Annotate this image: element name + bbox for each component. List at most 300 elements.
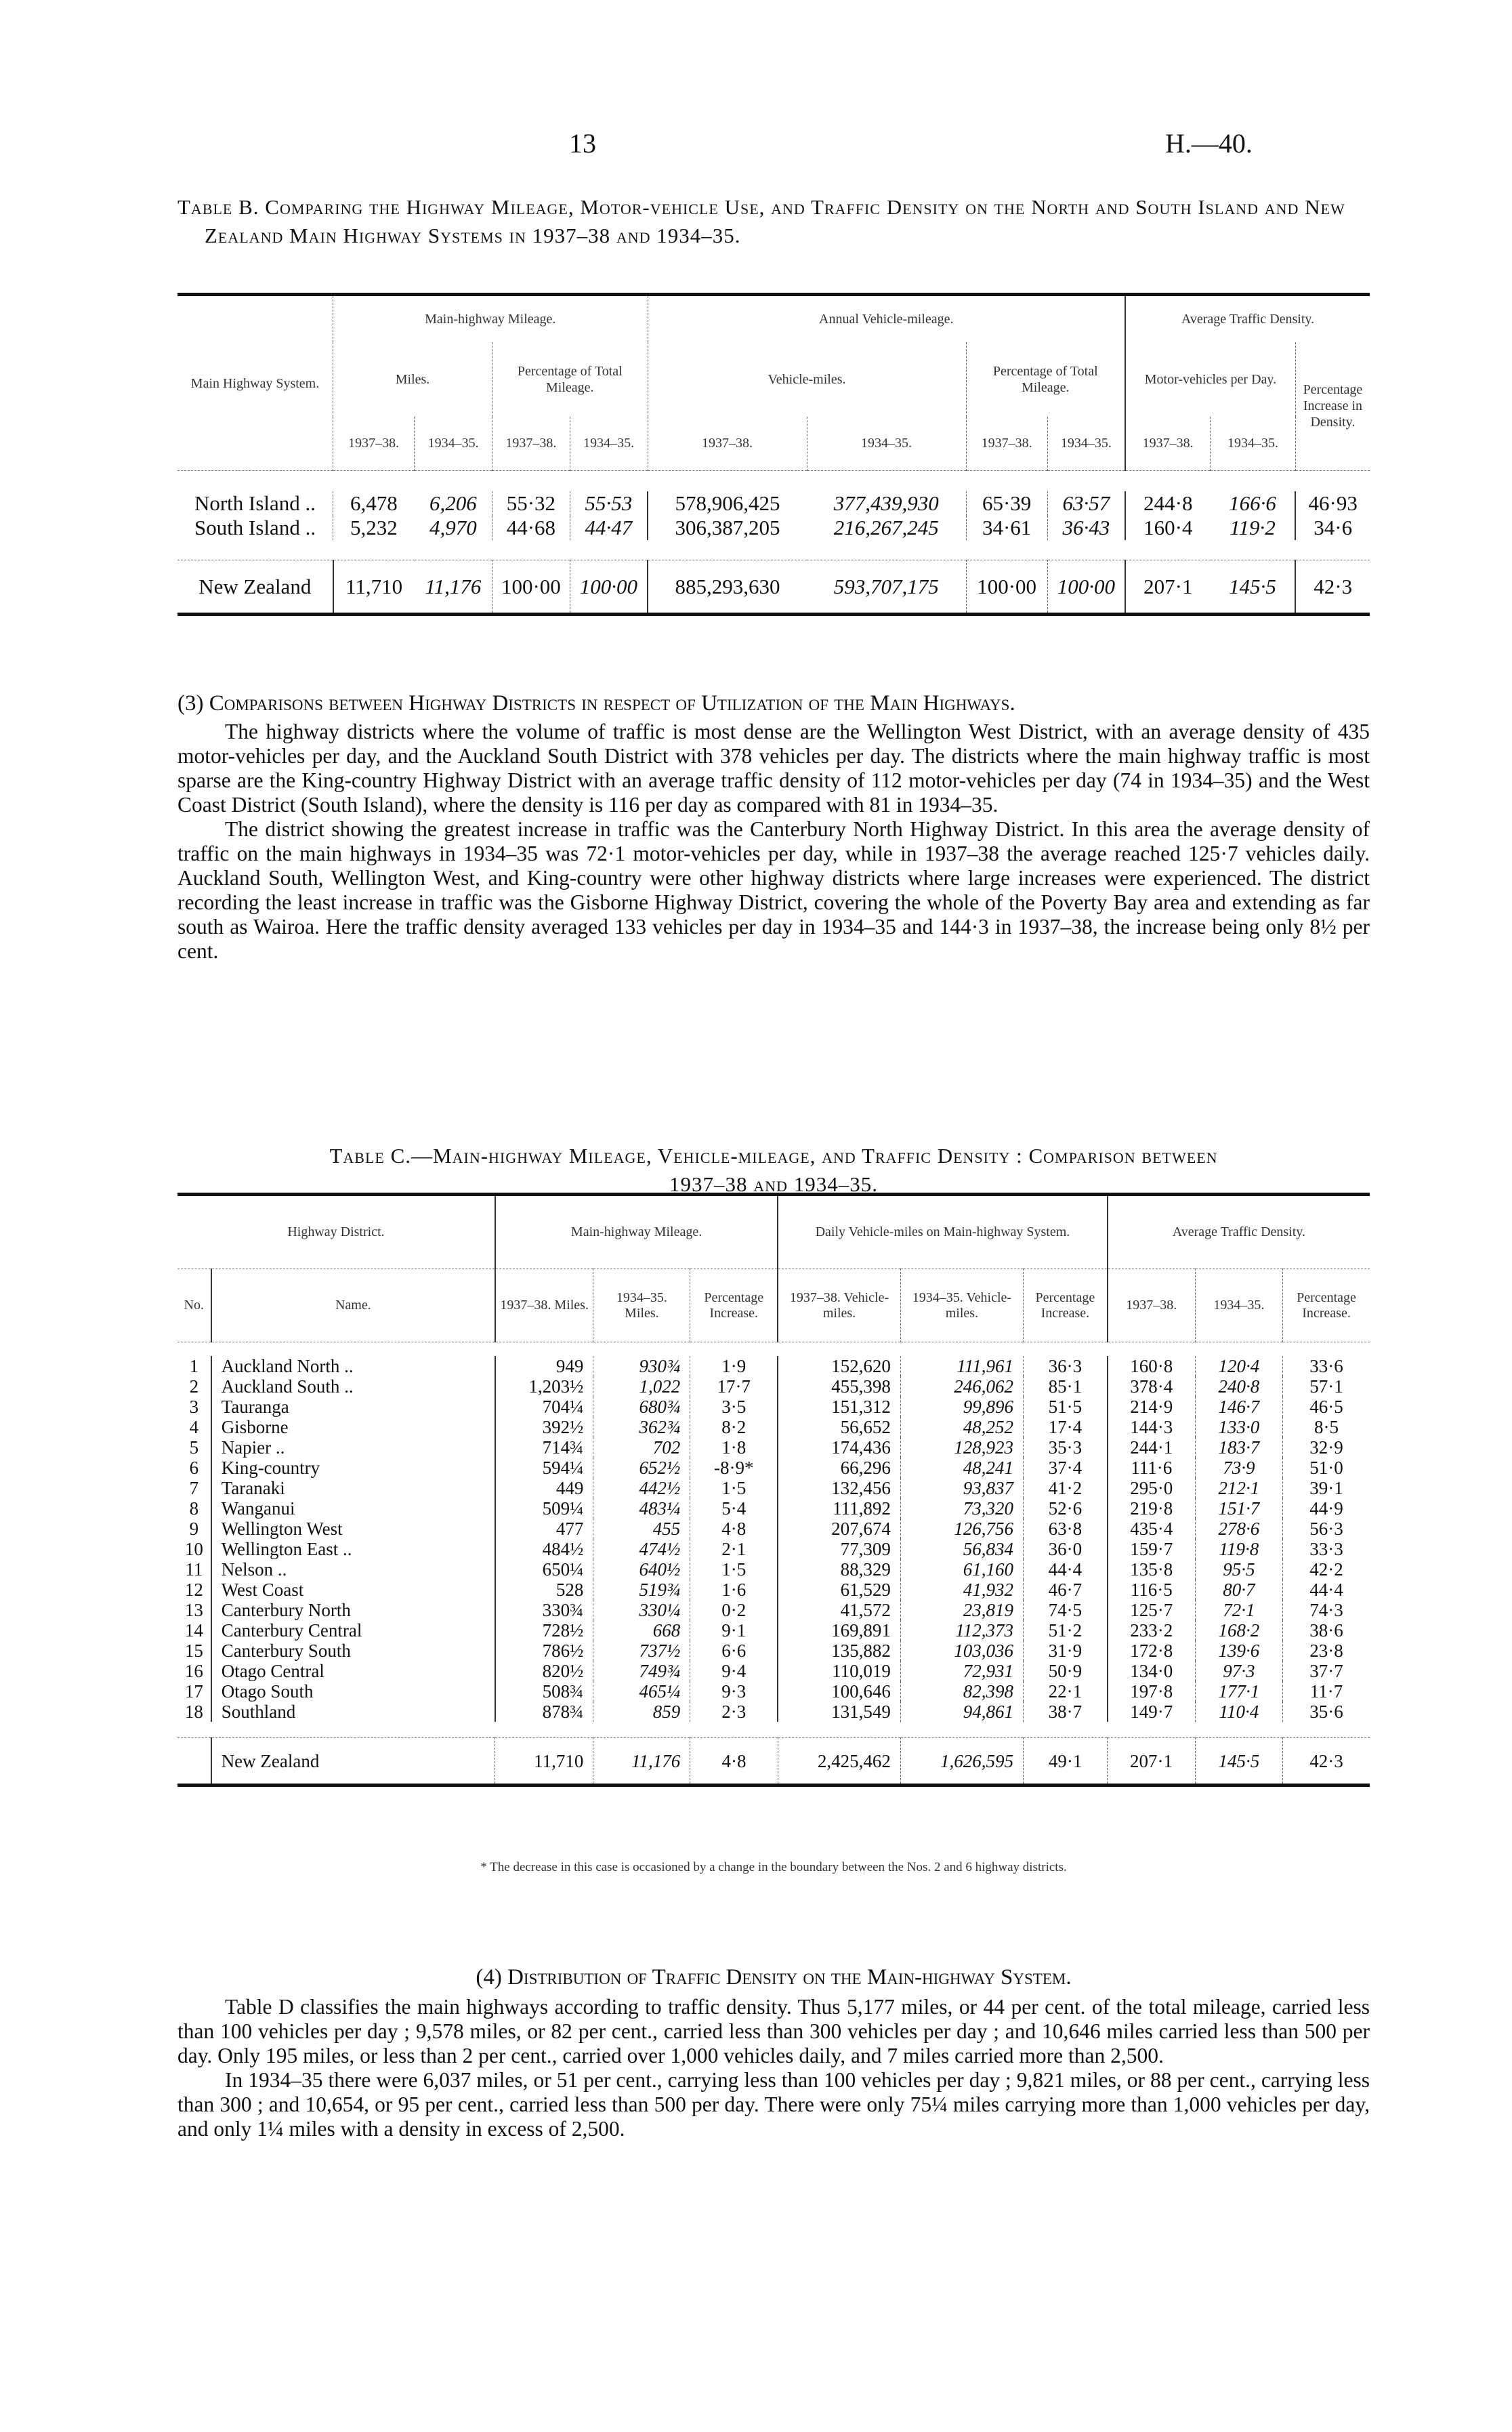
cell: 219·8 <box>1108 1498 1195 1519</box>
cell: 132,456 <box>778 1478 900 1498</box>
cell: 197·8 <box>1108 1681 1195 1702</box>
col-no: No. <box>184 1298 205 1313</box>
cell: 134·0 <box>1108 1661 1195 1681</box>
cell: 74·3 <box>1283 1600 1370 1620</box>
cell: 668 <box>593 1620 690 1641</box>
cell: 878¾ <box>495 1702 593 1722</box>
cell: 949 <box>495 1356 593 1376</box>
cell: 1·6 <box>690 1580 778 1600</box>
col-pct-increase: Percentage Increase in Density. <box>1295 342 1370 471</box>
cell: 885,293,630 <box>648 560 807 615</box>
caption-line: Table C.—Main-highway Mileage, Vehicle-mileage, and Traffic Density : Comparison between <box>329 1144 1218 1168</box>
col-mv-per-day: Motor-vehicles per Day. <box>1125 342 1295 417</box>
cell: 44·47 <box>570 516 648 540</box>
cell: 97·3 <box>1195 1661 1282 1681</box>
table-c <box>177 1193 1370 1787</box>
group-daily: Daily Vehicle-miles on Main-highway System. <box>778 1195 1108 1269</box>
district-name: Otago South <box>211 1681 495 1702</box>
district-number: 15 <box>184 1640 203 1661</box>
cell: 820½ <box>495 1661 593 1681</box>
group-annual: Annual Vehicle-mileage. <box>648 295 1125 342</box>
cell: 1·8 <box>690 1437 778 1458</box>
district-name: Tauranga <box>211 1397 495 1417</box>
cell: 160·4 <box>1125 516 1211 540</box>
cell: 640½ <box>593 1559 690 1580</box>
cell: 56,652 <box>778 1417 900 1437</box>
cell: 41,932 <box>900 1580 1023 1600</box>
cell: 36·3 <box>1024 1356 1108 1376</box>
table-row <box>177 1458 1370 1478</box>
cell: 177·1 <box>1195 1681 1282 1702</box>
district-number: 9 <box>189 1518 199 1539</box>
district-name: Napier .. <box>211 1437 495 1458</box>
cell: 49·1 <box>1024 1738 1108 1786</box>
cell: 52·6 <box>1024 1498 1108 1519</box>
cell: 46·93 <box>1295 491 1370 516</box>
cell: 23·8 <box>1283 1641 1370 1661</box>
cell: 100,646 <box>778 1681 900 1702</box>
cell: 111,961 <box>900 1356 1023 1376</box>
cell: 131,549 <box>778 1702 900 1722</box>
cell: 216,267,245 <box>833 515 939 539</box>
cell: 330¾ <box>495 1600 593 1620</box>
cell: 125·7 <box>1108 1600 1195 1620</box>
cell: 728½ <box>495 1620 593 1641</box>
cell: 306,387,205 <box>648 516 807 540</box>
cell: 119·2 <box>1230 515 1276 539</box>
group-mileage: Main-highway Mileage. <box>495 1195 778 1269</box>
cell: 1·9 <box>690 1356 778 1376</box>
cell: 34·6 <box>1295 516 1370 540</box>
table-row <box>177 1356 1370 1376</box>
table-b-caption: Table B. Comparing the Highway Mileage, Motor-vehicle Use, and Traffic Density on the North and South Island and New Zealand Main Highway Systems in 1937–38 and 1934–35. <box>177 195 1345 247</box>
cell: 37·7 <box>1283 1661 1370 1681</box>
table-row <box>177 1620 1370 1641</box>
year-1937: 1937–38. <box>966 417 1047 471</box>
cell: 39·1 <box>1283 1478 1370 1498</box>
year-1934: 1934–35. <box>415 417 492 471</box>
cell: 578,906,425 <box>648 491 807 516</box>
cell: 151·7 <box>1195 1498 1282 1519</box>
cell: 37·4 <box>1024 1458 1108 1478</box>
cell: 41·2 <box>1024 1478 1108 1498</box>
year-1934: 1934–35. <box>807 417 966 471</box>
cell: 9·1 <box>690 1620 778 1641</box>
table-row <box>177 1661 1370 1681</box>
col-name: Name. <box>211 1269 495 1342</box>
cell: 278·6 <box>1195 1519 1282 1539</box>
district-name: King-country <box>211 1458 495 1478</box>
cell: 330¼ <box>593 1600 690 1620</box>
cell: 85·1 <box>1024 1376 1108 1397</box>
cell: 152,620 <box>778 1356 900 1376</box>
cell: 183·7 <box>1195 1437 1282 1458</box>
cell: 749¾ <box>593 1661 690 1681</box>
cell: 362¾ <box>593 1417 690 1437</box>
section-3-body <box>177 720 1370 964</box>
cell: 103,036 <box>900 1641 1023 1661</box>
district-number: 14 <box>184 1620 203 1641</box>
cell: 34·61 <box>966 516 1047 540</box>
cell: 133·0 <box>1195 1417 1282 1437</box>
cell: 11,176 <box>593 1738 690 1786</box>
document-code: H.—40. <box>1165 128 1253 159</box>
cell: 46·5 <box>1283 1397 1370 1417</box>
cell: 144·3 <box>1108 1417 1195 1437</box>
table-row <box>177 1641 1370 1661</box>
cell: 88,329 <box>778 1559 900 1580</box>
table-row <box>177 1417 1370 1437</box>
cell: 42·2 <box>1283 1559 1370 1580</box>
cell: 72·1 <box>1195 1600 1282 1620</box>
cell: 159·7 <box>1108 1539 1195 1559</box>
cell: 111·6 <box>1108 1458 1195 1478</box>
row-name: New Zealand <box>198 574 312 598</box>
table-row <box>177 1559 1370 1580</box>
cell: 11,710 <box>333 560 415 615</box>
year-1937: 1937–38. <box>333 417 415 471</box>
group-mileage: Main-highway Mileage. <box>333 295 648 342</box>
cell: 55·53 <box>570 491 648 516</box>
cell: 126,756 <box>900 1519 1023 1539</box>
district-name: Gisborne <box>211 1417 495 1437</box>
cell: 95·5 <box>1195 1559 1282 1580</box>
district-name: Auckland North .. <box>211 1356 495 1376</box>
table-row <box>177 1478 1370 1498</box>
cell: 17·7 <box>690 1376 778 1397</box>
cell: 2,425,462 <box>778 1738 900 1786</box>
district-name: Wanganui <box>211 1498 495 1519</box>
cell: 110·4 <box>1195 1702 1282 1722</box>
cell: 32·9 <box>1283 1437 1370 1458</box>
cell: 11·7 <box>1283 1681 1370 1702</box>
paragraph: In 1934–35 there were 6,037 miles, or 51 per cent., carrying less than 100 vehicles per day ; 9,821 miles, or 88 per cent., carrying less than 300 ; and 10,654, or 95 per cent., carried less than 500 per day. There were only 75¼ miles carrying more than 1,000 vehicles per day, and only 1¼ miles with a density in excess of 2,500. <box>177 2068 1370 2141</box>
cell: 714¾ <box>495 1437 593 1458</box>
cell: 73,320 <box>900 1498 1023 1519</box>
year-1934: 1934–35. <box>1047 417 1125 471</box>
col-pct-inc: Percentage Increase. <box>690 1269 778 1342</box>
cell: 63·57 <box>1047 491 1125 516</box>
district-number: 18 <box>184 1701 203 1722</box>
cell: 378·4 <box>1108 1376 1195 1397</box>
district-name: Canterbury North <box>211 1600 495 1620</box>
cell: 160·8 <box>1108 1356 1195 1376</box>
col-pct-mileage: Percentage of Total Mileage. <box>492 342 648 417</box>
cell: 119·8 <box>1195 1539 1282 1559</box>
year-1937: 1937–38. <box>1125 417 1211 471</box>
col-miles: Miles. <box>333 342 492 417</box>
cell: 146·7 <box>1195 1397 1282 1417</box>
cell: 48,252 <box>900 1417 1023 1437</box>
district-number: 13 <box>184 1599 203 1620</box>
section-4-body <box>177 1995 1370 2141</box>
cell: 2·1 <box>690 1539 778 1559</box>
cell: 116·5 <box>1108 1580 1195 1600</box>
cell: 51·2 <box>1024 1620 1108 1641</box>
cell: 57·1 <box>1283 1376 1370 1397</box>
year-1934: 1934–35. <box>570 417 648 471</box>
cell: 82,398 <box>900 1681 1023 1702</box>
cell: 35·3 <box>1024 1437 1108 1458</box>
col-vehicle-miles: Vehicle-miles. <box>648 342 966 417</box>
cell: 56·3 <box>1283 1519 1370 1539</box>
district-number: 11 <box>185 1559 203 1580</box>
table-row <box>177 1498 1370 1519</box>
cell: 1·5 <box>690 1559 778 1580</box>
cell: 22·1 <box>1024 1681 1108 1702</box>
group-density: Average Traffic Density. <box>1125 295 1370 342</box>
cell: 42·3 <box>1283 1738 1370 1786</box>
table-row <box>177 1539 1370 1559</box>
cell: 1,022 <box>593 1376 690 1397</box>
cell: 23,819 <box>900 1600 1023 1620</box>
cell: 593,707,175 <box>833 574 939 598</box>
table-c-caption <box>177 1142 1370 1199</box>
col-pct-inc: Percentage Increase. <box>1283 1269 1370 1342</box>
paragraph: Table D classifies the main highways according to traffic density. Thus 5,177 miles, or 44 per cent. of the total mileage, carried less than 100 vehicles per day ; 9,578 miles, or 82 per cent., carried less than 300 vehicles per day ; and 10,646 miles carried less than 500 per day. Only 195 miles, or less than 2 per cent., carried over 1,000 vehicles daily, and 7 miles carried more than 2,500. <box>177 1995 1370 2067</box>
district-number: 10 <box>184 1538 203 1559</box>
cell: 244·8 <box>1125 491 1211 516</box>
cell: 442½ <box>593 1478 690 1498</box>
cell: 44·4 <box>1283 1580 1370 1600</box>
year-1934: 1934–35. <box>1211 417 1296 471</box>
row-name: South Island .. <box>194 515 316 539</box>
district-number: 5 <box>189 1437 199 1458</box>
col-system: Main Highway System. <box>190 375 320 391</box>
cell: 80·7 <box>1195 1580 1282 1600</box>
cell: 212·1 <box>1195 1478 1282 1498</box>
cell: 169,891 <box>778 1620 900 1641</box>
cell: 1,626,595 <box>900 1738 1023 1786</box>
district-number: 2 <box>189 1376 199 1397</box>
section-3-title: (3) Comparisons between Highway Districts in respect of Utilization of the Main Highways. <box>177 691 1015 716</box>
cell: 35·6 <box>1283 1702 1370 1722</box>
group-density: Average Traffic Density. <box>1108 1195 1370 1269</box>
cell: 74·5 <box>1024 1600 1108 1620</box>
cell: 77,309 <box>778 1539 900 1559</box>
cell: 56,834 <box>900 1539 1023 1559</box>
cell: 17·4 <box>1024 1417 1108 1437</box>
cell: 6,478 <box>333 491 415 516</box>
cell: 31·9 <box>1024 1641 1108 1661</box>
cell: 474½ <box>593 1539 690 1559</box>
row-name: North Island .. <box>194 491 316 515</box>
cell: 509¼ <box>495 1498 593 1519</box>
district-name: Wellington West <box>211 1519 495 1539</box>
cell: 9·3 <box>690 1681 778 1702</box>
cell: 702 <box>593 1437 690 1458</box>
district-name: Canterbury South <box>211 1641 495 1661</box>
cell: 11,710 <box>495 1738 593 1786</box>
cell: 149·7 <box>1108 1702 1195 1722</box>
district-number: 16 <box>184 1660 203 1681</box>
cell: 66,296 <box>778 1458 900 1478</box>
district-name: Nelson .. <box>211 1559 495 1580</box>
district-number: 17 <box>184 1681 203 1702</box>
cell: 110,019 <box>778 1661 900 1681</box>
cell: 214·9 <box>1108 1397 1195 1417</box>
cell: 483¼ <box>593 1498 690 1519</box>
cell: 46·7 <box>1024 1580 1108 1600</box>
cell: 100·00 <box>966 560 1047 615</box>
paragraph: The highway districts where the volume of traffic is most dense are the Wellington West District, with an average density of 435 motor-vehicles per day, and the Auckland South District with 378 vehicles per day. The districts where the main highway traffic is most sparse are the King-country Highway District with an average traffic density of 112 motor-vehicles per day (74 in 1934–35) and the West Coast District (South Island), where the density is 116 per day as compared with 81 in 1934–35. <box>177 720 1370 817</box>
cell: 41,572 <box>778 1600 900 1620</box>
col-density-1937: 1937–38. <box>1108 1269 1195 1342</box>
cell: 704¼ <box>495 1397 593 1417</box>
cell: 455,398 <box>778 1376 900 1397</box>
cell: 5,232 <box>333 516 415 540</box>
col-density-1934: 1934–35. <box>1195 1269 1282 1342</box>
year-1937: 1937–38. <box>492 417 570 471</box>
cell: 455 <box>593 1519 690 1539</box>
cell: 55·32 <box>492 491 570 516</box>
cell: 8·2 <box>690 1417 778 1437</box>
district-name: Taranaki <box>211 1478 495 1498</box>
cell: 786½ <box>495 1641 593 1661</box>
cell: 172·8 <box>1108 1641 1195 1661</box>
cell: 5·4 <box>690 1498 778 1519</box>
cell: 36·43 <box>1047 516 1125 540</box>
cell: 120·4 <box>1195 1356 1282 1376</box>
table-row <box>177 1376 1370 1397</box>
cell: 0·2 <box>690 1600 778 1620</box>
cell: 94,861 <box>900 1702 1023 1722</box>
col-miles-1934: 1934–35. Miles. <box>593 1269 690 1342</box>
cell: 51·5 <box>1024 1397 1108 1417</box>
cell: 145·5 <box>1195 1738 1282 1786</box>
col-vm-1937: 1937–38. Vehicle-miles. <box>778 1269 900 1342</box>
col-vm-1934: 1934–35. Vehicle-miles. <box>900 1269 1023 1342</box>
table-b <box>177 293 1370 616</box>
cell: 112,373 <box>900 1620 1023 1641</box>
cell: 50·9 <box>1024 1661 1108 1681</box>
cell: 519¾ <box>593 1580 690 1600</box>
table-row <box>177 1580 1370 1600</box>
cell: 244·1 <box>1108 1437 1195 1458</box>
cell: 207·1 <box>1108 1738 1195 1786</box>
cell: 652½ <box>593 1458 690 1478</box>
table-total-row <box>177 560 1370 615</box>
cell: 44·9 <box>1283 1498 1370 1519</box>
cell: 100·00 <box>1047 560 1125 615</box>
cell: -8·9* <box>690 1458 778 1478</box>
cell: 11,176 <box>425 574 482 598</box>
table-row <box>177 1600 1370 1620</box>
cell: 9·4 <box>690 1661 778 1681</box>
cell: 737½ <box>593 1641 690 1661</box>
col-miles-1937: 1937–38. Miles. <box>495 1269 593 1342</box>
district-name: West Coast <box>211 1580 495 1600</box>
cell: 63·8 <box>1024 1519 1108 1539</box>
cell: 48,241 <box>900 1458 1023 1478</box>
col-pct-vmileage: Percentage of Total Mileage. <box>966 342 1125 417</box>
table-row <box>177 1681 1370 1702</box>
table-row <box>177 1437 1370 1458</box>
cell: 859 <box>593 1702 690 1722</box>
row-name: New Zealand <box>211 1738 495 1786</box>
cell: 42·3 <box>1295 560 1370 615</box>
district-name: Otago Central <box>211 1661 495 1681</box>
cell: 594¼ <box>495 1458 593 1478</box>
district-name: Auckland South .. <box>211 1376 495 1397</box>
table-row <box>177 1702 1370 1722</box>
cell: 4·8 <box>690 1738 778 1786</box>
cell: 930¾ <box>593 1356 690 1376</box>
cell: 650¼ <box>495 1559 593 1580</box>
cell: 295·0 <box>1108 1478 1195 1498</box>
cell: 233·2 <box>1108 1620 1195 1641</box>
cell: 8·5 <box>1283 1417 1370 1437</box>
cell: 246,062 <box>900 1376 1023 1397</box>
district-number: 1 <box>189 1355 199 1376</box>
table-total-row <box>177 1738 1370 1786</box>
table-row <box>177 1397 1370 1417</box>
cell: 151,312 <box>778 1397 900 1417</box>
table-c-footnote: * The decrease in this case is occasioned by a change in the boundary between the Nos. 2 and 6 highway districts. <box>480 1860 1067 1874</box>
cell: 128,923 <box>900 1437 1023 1458</box>
cell: 168·2 <box>1195 1620 1282 1641</box>
table-row <box>177 516 1370 540</box>
table-row <box>177 491 1370 516</box>
district-number: 3 <box>189 1396 199 1417</box>
cell: 100·00 <box>492 560 570 615</box>
district-name: Canterbury Central <box>211 1620 495 1641</box>
cell: 36·0 <box>1024 1539 1108 1559</box>
district-name: Wellington East .. <box>211 1539 495 1559</box>
district-number: 12 <box>184 1579 203 1600</box>
cell: 135·8 <box>1108 1559 1195 1580</box>
cell: 4·8 <box>690 1519 778 1539</box>
cell: 99,896 <box>900 1397 1023 1417</box>
district-number: 6 <box>189 1457 199 1478</box>
table-row <box>177 1519 1370 1539</box>
cell: 33·3 <box>1283 1539 1370 1559</box>
cell: 4,970 <box>429 515 477 539</box>
district-number: 8 <box>189 1498 199 1519</box>
cell: 93,837 <box>900 1478 1023 1498</box>
section-4-title: (4) Distribution of Traffic Density on the Main-highway System. <box>476 1965 1072 1990</box>
cell: 484½ <box>495 1539 593 1559</box>
cell: 680¾ <box>593 1397 690 1417</box>
cell: 508¾ <box>495 1681 593 1702</box>
cell: 61,529 <box>778 1580 900 1600</box>
district-name: Southland <box>211 1702 495 1722</box>
cell: 111,892 <box>778 1498 900 1519</box>
cell: 100·00 <box>570 560 648 615</box>
group-district: Highway District. <box>287 1224 385 1239</box>
cell: 2·3 <box>690 1702 778 1722</box>
cell: 1,203½ <box>495 1376 593 1397</box>
cell: 135,882 <box>778 1641 900 1661</box>
cell: 44·4 <box>1024 1559 1108 1580</box>
cell: 449 <box>495 1478 593 1498</box>
cell: 435·4 <box>1108 1519 1195 1539</box>
cell: 528 <box>495 1580 593 1600</box>
cell: 33·6 <box>1283 1356 1370 1376</box>
cell: 139·6 <box>1195 1641 1282 1661</box>
cell: 72,931 <box>900 1661 1023 1681</box>
cell: 51·0 <box>1283 1458 1370 1478</box>
cell: 174,436 <box>778 1437 900 1458</box>
cell: 207·1 <box>1125 560 1211 615</box>
cell: 207,674 <box>778 1519 900 1539</box>
year-1937: 1937–38. <box>648 417 807 471</box>
cell: 240·8 <box>1195 1376 1282 1397</box>
table-c-body <box>177 1356 1370 1722</box>
cell: 3·5 <box>690 1397 778 1417</box>
caption-line: 1937–38 and 1934–35. <box>669 1172 878 1196</box>
cell: 1·5 <box>690 1478 778 1498</box>
